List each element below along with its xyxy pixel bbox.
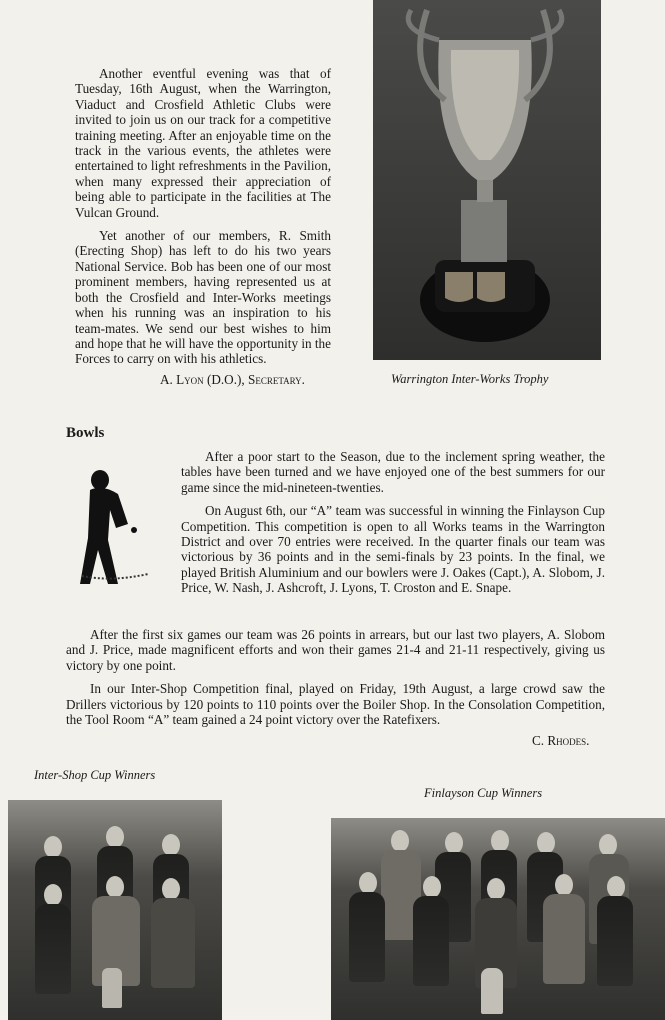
inter-shop-photo (8, 800, 222, 1020)
bowls-lower-text (66, 627, 605, 727)
bowls-paragraph-2: On August 6th, our “A” team was successful in winning the Finlayson Cup Competition. This competition is open to all Works teams in the Warrington District and over 70 entries were received. In the quarter finals our team was victorious by 36 points and in the semi-finals by 23 points. In the final, we played British Aluminium and our bowlers were J. Oakes (Capt.), A. Slobom, J. Price, W. Nash, J. Ashcroft, J. Lyons, T. Croston and E. Snape. (181, 503, 605, 596)
athletics-section (75, 66, 331, 367)
bowls-paragraph-3: After the first six games our team was 26 points in arrears, but our last two players, A. Slobom and J. Price, made magnificent efforts and won their games 21-4 and 21-11 respectively, giving us victory by one point. (66, 627, 605, 673)
athletics-paragraph-2: Yet another of our members, R. Smith (Erecting Shop) has left to do his two years National Service. Bob has been one of our most prominent members, having represented us at both the Crosfield and Inter-Works meetings when his running was an inspiration to his team-mates. We send our best wishes to him and hope that he will have the opportunity in the Forces to carry on with his athletics. (75, 228, 331, 367)
athletics-paragraph-1: Another eventful evening was that of Tuesday, 16th August, when the Warrington, Viaduct and Crosfield Athletic Clubs were invited to join us on our track for a competitive training meeting. After an enjoyable time on the track in the various events, the athletes were entertained to light refreshments in the Pavilion, when many expressed their appreciation of being able to participate in the facilities at The Vulcan Ground. (75, 66, 331, 220)
bowls-upper-text (181, 449, 605, 596)
bowls-paragraph-4: In our Inter-Shop Competition final, played on Friday, 19th August, a large crowd saw the Drillers victorious by 120 points to 110 points over the Boiler Shop. In the Consolation Competition, the Tool Room “A” team gained a 24 point victory over the Ratefixers. (66, 681, 605, 728)
inter-shop-caption: Inter-Shop Cup Winners (34, 768, 156, 782)
athletics-signature: A. Lyon (D.O.), Secretary. (160, 372, 305, 387)
bowler-illustration (72, 468, 158, 586)
trophy-photo (373, 0, 601, 360)
bowls-heading: Bowls (66, 425, 105, 441)
trophy-caption: Warrington Inter-Works Trophy (391, 372, 549, 386)
bowls-signature: C. Rhodes. (532, 733, 590, 748)
finlayson-caption: Finlayson Cup Winners (424, 786, 543, 800)
bowler-icon (72, 468, 158, 586)
trophy-image (373, 0, 601, 360)
bowls-paragraph-1: After a poor start to the Season, due to the inclement spring weather, the tables have been turned and we have enjoyed one of the best summers for our game since the mid-nineteen-twenties. (181, 449, 605, 495)
finlayson-photo (331, 818, 665, 1020)
